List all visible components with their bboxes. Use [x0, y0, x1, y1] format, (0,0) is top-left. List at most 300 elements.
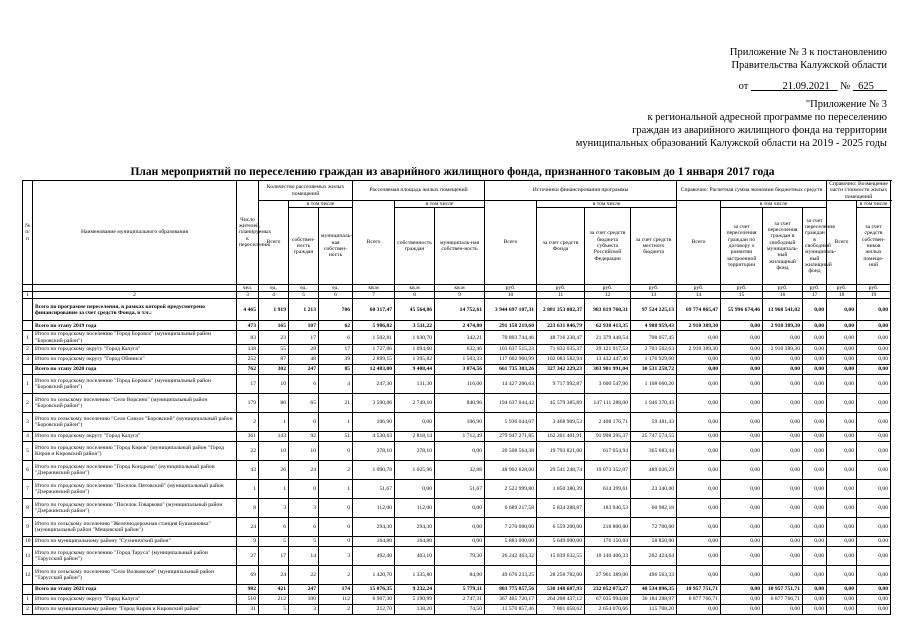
municipality-name: Итого по городскому поселению "Город Боровск" (муниципальный район "Боровский район")	[33, 331, 237, 345]
municipality-name: Итого по городскому поселению "Город Боровск" (муниципальный район "Боровский район")	[33, 375, 237, 394]
value-cell: 3 074,56	[435, 365, 485, 375]
value-cell: 0,00	[857, 355, 891, 365]
value-cell: 27 961 389,00	[585, 566, 631, 585]
value-cell: 5	[289, 537, 319, 547]
value-cell: 60 317,47	[353, 299, 395, 321]
value-cell: 45 564,86	[395, 299, 435, 321]
unit-cell: руб.	[827, 284, 857, 291]
value-cell: 91 998 295,37	[585, 432, 631, 442]
value-cell: 247	[289, 585, 319, 595]
value-cell: 30 531 258,72	[631, 365, 677, 375]
value-cell: 0,00	[827, 345, 857, 355]
table-row	[23, 595, 891, 605]
value-cell: 74,50	[435, 605, 485, 615]
value-cell: 9 232,24	[395, 585, 435, 595]
col-savings-group: Справочно: Расчетная сумма экономии бюджетных средств	[677, 181, 827, 201]
value-cell: 10	[259, 375, 289, 394]
value-cell: 614 399,61	[585, 480, 631, 499]
row-number: 3	[23, 355, 33, 365]
row-number: 12	[23, 566, 33, 585]
col-reimb-1: за счет средств собствен-ников жилых помеще-ний	[857, 208, 891, 285]
value-cell: 0,00	[857, 394, 891, 413]
value-cell: 0	[289, 480, 319, 499]
column-number: 12	[585, 292, 631, 299]
value-cell: 403,10	[395, 547, 435, 566]
value-cell: 9 408,44	[395, 365, 435, 375]
value-cell: 4 530,63	[353, 432, 395, 442]
unit-cell: руб.	[763, 284, 803, 291]
value-cell: 51,67	[353, 480, 395, 499]
value-cell: 0,00	[763, 394, 803, 413]
value-cell: 1 946 370,43	[631, 394, 677, 413]
value-cell: 0,00	[803, 394, 827, 413]
value-cell: 0,00	[395, 413, 435, 432]
municipality-name: Всего по этапу 2019 года	[33, 321, 237, 331]
value-cell: 473	[237, 321, 259, 331]
unit-cell: кв.м	[353, 284, 395, 291]
value-cell: 17	[319, 345, 353, 355]
value-cell: 0,00	[763, 537, 803, 547]
value-cell: 0,00	[803, 518, 827, 537]
value-cell: 0,00	[721, 461, 763, 480]
value-cell: 0,00	[721, 442, 763, 461]
program-line-2: граждан из аварийного жилищного фонда на территории	[632, 125, 887, 136]
table-row	[23, 461, 891, 480]
value-cell: 0,00	[677, 499, 721, 518]
value-cell: 62	[319, 321, 353, 331]
value-cell: 26 242 463,32	[485, 547, 537, 566]
page-title: План мероприятий по переселению граждан из аварийного жилищного фонда, признанного таковым до 1 января 2017 года	[130, 166, 775, 178]
value-cell: 0,00	[677, 547, 721, 566]
value-cell: 0,00	[677, 461, 721, 480]
municipality-name: Итого по городскому поселению "Город Киров" (муниципальный район "Город Киров и Кировский район")	[33, 442, 237, 461]
value-cell: 0,00	[803, 499, 827, 518]
value-cell: 0	[319, 499, 353, 518]
value-cell: 0,00	[857, 499, 891, 518]
value-cell: 7 801 058,62	[537, 605, 585, 615]
value-cell: 5	[259, 537, 289, 547]
value-cell: 2 654 070,66	[585, 605, 631, 615]
value-cell: 0	[319, 518, 353, 537]
value-cell: 0,00	[803, 432, 827, 442]
column-number: 18	[827, 292, 857, 299]
municipality-name: Итого по городскому поселению "Город Кондрово" (муниципальный район "Дзержинский район")	[33, 461, 237, 480]
value-cell: 49 676 233,25	[485, 566, 537, 585]
unit-cell: руб.	[631, 284, 677, 291]
value-cell: 51,67	[435, 480, 485, 499]
value-cell: 0,00	[827, 365, 857, 375]
value-cell: 20 508 564,38	[485, 442, 537, 461]
table-row	[23, 605, 891, 615]
municipality-name: Итого по городскому поселению "Поселок Товарково" (муниципальный район "Дзержинский район")	[33, 499, 237, 518]
value-cell: 23	[259, 331, 289, 345]
value-cell: 1 919	[259, 299, 289, 321]
value-cell: 0,00	[763, 547, 803, 566]
column-number: 11	[537, 292, 585, 299]
col-region: за счет средств бюджета субъекта Российской Федерации	[585, 208, 631, 285]
value-cell: 5	[259, 605, 289, 615]
col-reimb-total: Всего	[827, 201, 857, 285]
value-cell: 0,00	[827, 331, 857, 345]
value-cell: 212,70	[353, 605, 395, 615]
value-cell: 87	[259, 355, 289, 365]
government-line: Правительства Калужской области	[731, 60, 887, 71]
municipality-name: Итого по городскому округу "Город Калуга"	[33, 432, 237, 442]
col-reimburse-group: Справочно: Возмещение части стоимости жилых помещений	[827, 181, 891, 201]
unit-cell: ед.	[289, 284, 319, 291]
table-row	[23, 518, 891, 537]
col-residents: Число жителей, планируемых к переселению	[237, 181, 259, 285]
value-cell: 0,00	[677, 566, 721, 585]
table-row	[23, 394, 891, 413]
col-sav-2: за счет переселения граждан в свободный муниципаль-ный жилищный фонд	[763, 208, 803, 285]
value-cell: 1 503,33	[435, 355, 485, 365]
value-cell: 0,00	[857, 537, 891, 547]
value-cell: 0,00	[857, 480, 891, 499]
value-cell: 0,00	[677, 413, 721, 432]
column-number: 16	[763, 292, 803, 299]
row-number: 5	[23, 442, 33, 461]
value-cell: 0,00	[763, 480, 803, 499]
col-rooms-total: Всего	[259, 201, 289, 285]
value-cell: 6 559 200,00	[537, 518, 585, 537]
value-cell: 367 405 720,17	[485, 595, 537, 605]
value-cell: 19 793 821,00	[537, 442, 585, 461]
value-cell: 11 570 857,46	[485, 605, 537, 615]
value-cell: 21 379 448,54	[585, 331, 631, 345]
value-cell: 15 839 632,55	[537, 547, 585, 566]
value-cell: 1 108 660,20	[631, 375, 677, 394]
value-cell: 10	[289, 442, 319, 461]
municipality-name: Итого по муниципальному району "Сухиничский район"	[33, 537, 237, 547]
value-cell: 5 883 000,00	[485, 537, 537, 547]
value-cell: 2 910 389,30	[763, 321, 803, 331]
column-number: 6	[319, 292, 353, 299]
value-cell: 0,00	[763, 442, 803, 461]
value-cell: 762	[237, 365, 259, 375]
value-cell: 2	[319, 566, 353, 585]
unit-cell: ед.	[319, 284, 353, 291]
value-cell: 0,00	[677, 394, 721, 413]
value-cell: 40 534 096,35	[631, 585, 677, 595]
unit-cell: кв.м	[435, 284, 485, 291]
value-cell: 489 026,29	[631, 461, 677, 480]
value-cell: 0,00	[763, 365, 803, 375]
value-cell: 165	[259, 321, 289, 331]
municipality-name: Итого по городскому поселению "Поселок Пятовский" (муниципальный район "Дзержинский район")	[33, 480, 237, 499]
unit-cell: руб.	[857, 284, 891, 291]
municipality-name: Итого по городскому округу "Город Обнинск"	[33, 355, 237, 365]
value-cell: 0	[319, 442, 353, 461]
value-cell: 72 700,00	[631, 518, 677, 537]
value-cell: 0,00	[803, 331, 827, 345]
value-cell: 112,00	[395, 499, 435, 518]
col-finance-group: Источники финансирования программы	[485, 181, 677, 201]
col-rooms-private: собствен-ность граждан	[289, 208, 319, 285]
value-cell: 0	[289, 413, 319, 432]
value-cell: 1 502,81	[353, 331, 395, 345]
col-no: № п/п	[23, 181, 33, 285]
value-cell: 0,00	[827, 499, 857, 518]
value-cell: 21	[319, 394, 353, 413]
value-cell: 112	[319, 595, 353, 605]
unit-cell: руб.	[585, 284, 631, 291]
value-cell: 0,00	[857, 375, 891, 394]
value-cell: 6	[319, 331, 353, 345]
value-cell: 327 342 229,23	[537, 365, 585, 375]
value-cell: 982	[237, 585, 259, 595]
column-number: 5	[289, 292, 319, 299]
value-cell: 70 803 744,46	[485, 331, 537, 345]
value-cell: 24	[289, 461, 319, 480]
value-cell: 103 637 515,23	[485, 345, 537, 355]
column-number: 7	[353, 292, 395, 299]
value-cell: 294,30	[395, 518, 435, 537]
value-cell: 0,00	[803, 375, 827, 394]
program-line-1: к региональной адресной программе по переселению	[647, 112, 887, 123]
value-cell: 0,00	[827, 461, 857, 480]
value-cell: 0,00	[827, 442, 857, 461]
value-cell: 247	[289, 365, 319, 375]
value-cell: 247,30	[353, 375, 395, 394]
value-cell: 83	[237, 331, 259, 345]
value-cell: 55	[259, 345, 289, 355]
value-cell: 2	[237, 413, 259, 432]
value-cell: 294,30	[353, 518, 395, 537]
value-cell: 2 899,15	[353, 355, 395, 365]
value-cell: 138	[237, 345, 259, 355]
value-cell: 1	[319, 413, 353, 432]
value-cell: 421	[259, 585, 289, 595]
value-cell: 5 986,02	[353, 321, 395, 331]
value-cell: 0,00	[721, 321, 763, 331]
row-number: 2	[23, 345, 33, 355]
value-cell: 138,20	[395, 605, 435, 615]
municipality-name: Всего по этапу 2020 года	[33, 365, 237, 375]
value-cell: 803 775 857,56	[485, 585, 537, 595]
value-cell: 3 600 547,96	[585, 375, 631, 394]
value-cell: 107	[289, 321, 319, 331]
value-cell: 0,00	[677, 365, 721, 375]
value-cell: 0,00	[677, 375, 721, 394]
value-cell: 0,00	[763, 566, 803, 585]
value-cell: 5 649 000,00	[537, 537, 585, 547]
value-cell: 2 408 176,71	[585, 413, 631, 432]
value-cell: 0,00	[857, 605, 891, 615]
value-cell: 291 158 219,60	[485, 321, 537, 331]
value-cell: 24	[237, 518, 259, 537]
column-number: 3	[237, 292, 259, 299]
unit-cell: чел.	[237, 284, 259, 291]
value-cell: 7 270 000,00	[485, 518, 537, 537]
value-cell: 31	[237, 605, 259, 615]
value-cell: 97 524 225,13	[631, 299, 677, 321]
value-cell: 0,00	[763, 331, 803, 345]
value-cell: 0,00	[721, 595, 763, 605]
value-cell: 10 957 751,71	[763, 585, 803, 595]
unit-cell: руб.	[537, 284, 585, 291]
value-cell: 4 465	[237, 299, 259, 321]
value-cell: 14 752,61	[435, 299, 485, 321]
value-cell: 32,88	[435, 461, 485, 480]
value-cell: 92	[289, 432, 319, 442]
value-cell: 0,00	[857, 461, 891, 480]
value-cell: 0,00	[827, 547, 857, 566]
value-cell: 194 637 044,42	[485, 394, 537, 413]
value-cell: 79,30	[435, 547, 485, 566]
value-cell: 492,40	[353, 547, 395, 566]
value-cell: 55 996 674,46	[721, 299, 763, 321]
value-cell: 2 910 389,30	[677, 321, 721, 331]
value-cell: 2	[319, 461, 353, 480]
col-sav-total: Всего	[677, 201, 721, 285]
value-cell: 1 025,96	[395, 461, 435, 480]
value-cell: 65	[289, 394, 319, 413]
value-cell: 0,00	[763, 499, 803, 518]
value-cell: 840,96	[435, 394, 485, 413]
municipality-name: Итого по городскому поселению "Город Таруса" (муниципальный район "Тарусский район")	[33, 547, 237, 566]
value-cell: 27	[237, 547, 259, 566]
value-cell: 2 910 389,30	[763, 345, 803, 355]
summary-row	[23, 585, 891, 595]
value-cell: 0,00	[803, 585, 827, 595]
value-cell: 0,00	[435, 537, 485, 547]
value-cell: 0,00	[803, 345, 827, 355]
value-cell: 6 907,30	[353, 595, 395, 605]
value-cell: 85	[319, 365, 353, 375]
value-cell: 0,00	[803, 355, 827, 365]
value-cell: 45 579 385,89	[537, 394, 585, 413]
column-number: 2	[33, 292, 237, 299]
value-cell: 2 523 999,80	[485, 480, 537, 499]
value-cell: 23 340,00	[631, 480, 677, 499]
value-cell: 0,00	[827, 321, 857, 331]
value-cell: 2	[319, 605, 353, 615]
value-cell: 39	[319, 355, 353, 365]
value-cell: 617 054,94	[585, 442, 631, 461]
value-cell: 3 468 909,53	[537, 413, 585, 432]
value-cell: 0,00	[857, 413, 891, 432]
value-cell: 58 850,00	[631, 537, 677, 547]
value-cell: 223 631 846,79	[537, 321, 585, 331]
value-cell: 232 052 073,27	[585, 585, 631, 595]
resolution-number: 625	[858, 81, 874, 92]
value-cell: 1 213	[289, 299, 319, 321]
value-cell: 28 258 782,00	[537, 566, 585, 585]
value-cell: 0,00	[677, 442, 721, 461]
value-cell: 0,00	[763, 605, 803, 615]
program-annex-line: "Приложение № 3	[805, 99, 887, 110]
number-prefix: №	[840, 81, 851, 92]
table-row	[23, 537, 891, 547]
col-area-incl: в том числе	[395, 201, 485, 208]
value-cell: 378,10	[395, 442, 435, 461]
value-cell: 0,00	[721, 345, 763, 355]
value-cell: 14 427 200,63	[485, 375, 537, 394]
unit-cell-blank	[23, 284, 33, 291]
value-cell: 115 708,20	[631, 605, 677, 615]
value-cell: 12 483,00	[353, 365, 395, 375]
value-cell: 1	[259, 480, 289, 499]
value-cell: 0,00	[677, 518, 721, 537]
row-number	[23, 299, 33, 321]
value-cell: 6	[289, 375, 319, 394]
value-cell: 22	[237, 442, 259, 461]
col-fin-total: Всего	[485, 201, 537, 285]
value-cell: 162 201 401,91	[537, 432, 585, 442]
value-cell: 5 834 288,87	[537, 499, 585, 518]
value-cell: 632,46	[435, 345, 485, 355]
unit-cell: ед.	[259, 284, 289, 291]
value-cell: 0,00	[857, 595, 891, 605]
value-cell: 17	[237, 375, 259, 394]
value-cell: 0,00	[857, 365, 891, 375]
value-cell: 17	[259, 547, 289, 566]
value-cell: 0,00	[827, 566, 857, 585]
value-cell: 0,00	[721, 480, 763, 499]
value-cell: 147 111 288,00	[585, 394, 631, 413]
summary-row	[23, 321, 891, 331]
table-row	[23, 345, 891, 355]
value-cell: 0,00	[803, 547, 827, 566]
value-cell: 302	[259, 365, 289, 375]
value-cell: 5 779,11	[435, 585, 485, 595]
value-cell: 0,00	[803, 413, 827, 432]
annex-line: Приложение № 3 к постановлению	[729, 47, 887, 58]
value-cell: 0,00	[857, 547, 891, 566]
value-cell: 29 541 248,74	[537, 461, 585, 480]
value-cell: 10	[259, 442, 289, 461]
row-number: 1	[23, 595, 33, 605]
value-cell: 1 712,49	[435, 432, 485, 442]
col-fin-incl: в том числе	[537, 201, 677, 208]
value-cell: 0,00	[721, 537, 763, 547]
document-header-top	[730, 46, 887, 93]
value-cell: 5 936 044,07	[485, 413, 537, 432]
value-cell: 164,80	[353, 537, 395, 547]
col-rooms-group: Количество расселяемых жилых помещений	[259, 181, 353, 201]
value-cell: 62 938 413,35	[585, 321, 631, 331]
value-cell: 17	[289, 331, 319, 345]
value-cell: 117 602 960,99	[485, 355, 537, 365]
value-cell: 0,00	[857, 442, 891, 461]
value-cell: 8	[237, 499, 259, 518]
column-number: 9	[435, 292, 485, 299]
col-rooms-municipal: муниципаль-ная собствен-ность	[319, 208, 353, 285]
value-cell: 279 947 271,85	[485, 432, 537, 442]
value-cell: 25 747 574,55	[631, 432, 677, 442]
summary-row	[23, 365, 891, 375]
value-cell: 9	[237, 537, 259, 547]
value-cell: 0,00	[721, 355, 763, 365]
value-cell: 2 703 562,63	[631, 345, 677, 355]
table-row	[23, 547, 891, 566]
value-cell: 48 716 238,47	[537, 331, 585, 345]
value-cell: 218 800,00	[585, 518, 631, 537]
value-cell: 1 090,78	[353, 461, 395, 480]
value-cell: 131,30	[395, 375, 435, 394]
value-cell: 264 208 437,12	[537, 595, 585, 605]
column-number: 17	[803, 292, 827, 299]
municipality-name: Итого по муниципальному району "Город Киров и Кировский район"	[33, 605, 237, 615]
value-cell: 0,00	[803, 595, 827, 605]
value-cell: 0,00	[721, 413, 763, 432]
value-cell: 303 901 991,04	[585, 365, 631, 375]
value-cell: 0,00	[763, 518, 803, 537]
municipality-name: Итого по городскому округу "Город Калуга"	[33, 345, 237, 355]
table-row	[23, 499, 891, 518]
value-cell: 361	[237, 432, 259, 442]
